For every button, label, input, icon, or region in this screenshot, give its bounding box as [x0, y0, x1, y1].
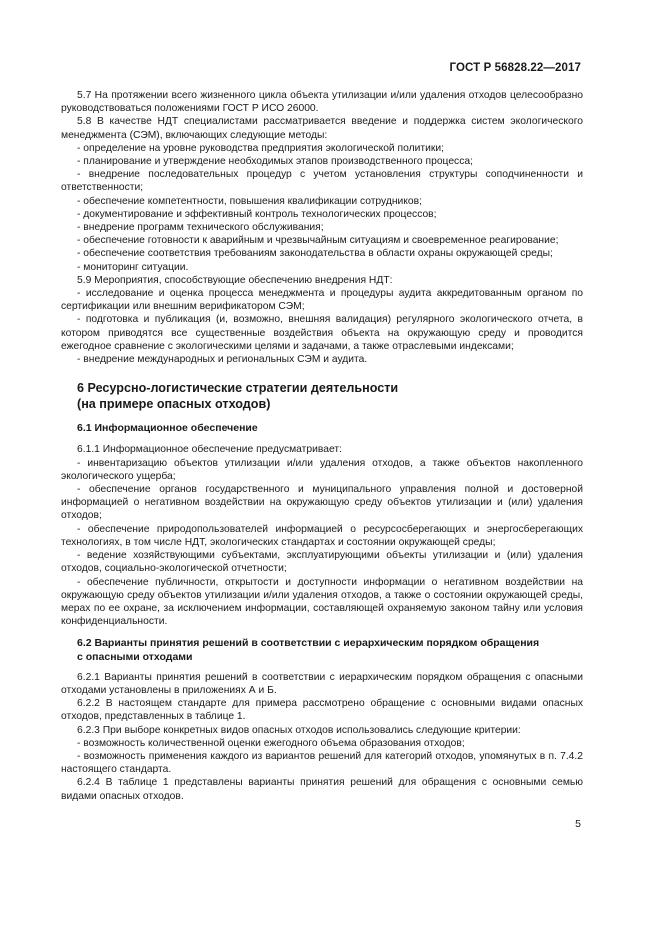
list-item: - обеспечение публичности, открытости и доступности информации о негативном воздействии на окружающую среду объектов утилизации и/или удаления отходов, а также о состоянии окружающей среды, мерах по ее охране, за исключением информации, составляющей охраняемую законом тайну или условия конфиденциальности. [61, 576, 583, 628]
list-item: - обеспечение готовности к аварийным и чрезвычайным ситуациям и своевременное реагирование; [77, 235, 559, 247]
document-code-header: ГОСТ Р 56828.22—2017 [449, 62, 581, 74]
list-item: - возможность применения каждого из вариантов решений для категорий отходов, упомянутых в п. 7.4.2 настоящего стандарта. [61, 750, 583, 776]
list-item: - обеспечение соответствия требованиям законодательства в области охраны окружающей среды; [77, 248, 553, 260]
paragraph-5-9: 5.9 Мероприятия, способствующие обеспечению внедрения НДТ: [77, 274, 393, 286]
list-item: - инвентаризацию объектов утилизации и/или удаления отходов, а также объектов накопленного экологического ущерба; [61, 457, 583, 482]
section-6-heading [77, 380, 583, 412]
list-item: - подготовка и публикация (и, возможно, внешняя валидация) регулярного экологического отчета, в котором приводятся все существенные воздействия объекта на окружающую среду и проводится ежегодное сравнение с экологическими целями и задачами, а также отраслевыми индексами; [61, 314, 583, 352]
list-item: - обеспечение природопользователей информацией о ресурсосберегающих и энергосберегающих технологиях, в том числе НДТ, экологических стандартах и состоянии окружающей среды; [61, 523, 583, 548]
paragraph-6-2-4: 6.2.4 В таблице 1 представлены варианты принятия решений для обращения с основными семью видами опасных отходов. [61, 777, 583, 802]
list-item: - определение на уровне руководства предприятия экологической политики; [77, 142, 444, 154]
list-item: - мониторинг ситуации. [77, 261, 189, 273]
list-item: - обеспечение компетентности, повышения квалификации сотрудников; [77, 195, 422, 207]
paragraph-5-8: 5.8 В качестве НДТ специалистами рассматривается введение и поддержка систем экологического менеджмента (СЭМ), включающих следующие методы: [61, 116, 583, 141]
section-6-2-title-line2: с опасными отходами [77, 650, 193, 663]
paragraph-6-2-2: 6.2.2 В настоящем стандарте для примера рассмотрено обращение с основными видами опасных отходов, представленных в таблице 1. [61, 698, 583, 723]
section-6-2-heading [61, 637, 583, 663]
list-item: - планирование и утверждение необходимых этапов производственного процесса; [77, 156, 473, 168]
list-item: - обеспечение органов государственного и муниципального управления полной и достоверной информацией о негативном воздействии на окружающую среду объектов утилизации и (или) удаления отходов; [61, 484, 583, 522]
section-6-1-heading: 6.1 Информационное обеспечение [77, 422, 258, 435]
list-item: - исследование и оценка процесса менеджмента и процедуры аудита аккредитованным органом по сертификации или внешним верификатором СЭМ; [61, 288, 583, 313]
list-item: - внедрение последовательных процедур с учетом установления структуры соподчиненности и ответственности; [61, 169, 583, 194]
page-number: 5 [575, 818, 581, 830]
document-body [61, 89, 583, 803]
paragraph-5-7: 5.7 На протяжении всего жизненного цикла объекта утилизации и/или удаления отходов целесообразно руководствоваться положениями ГОСТ Р ИСО 26000. [61, 90, 583, 115]
section-6-2-title-line1: 6.2 Варианты принятия решений в соответствии с иерархическим порядком обращения [77, 637, 540, 650]
paragraph-6-1-1: 6.1.1 Информационное обеспечение предусматривает: [77, 444, 342, 456]
paragraph-6-2-3: 6.2.3 При выборе конкретных видов опасных отходов использовались следующие критерии: [77, 724, 521, 736]
list-item: - ведение хозяйствующими субъектами, эксплуатирующими объекты утилизации и (или) удаления отходов, социально-экологической отчетности; [61, 550, 583, 575]
list-item: - внедрение международных и региональных СЭМ и аудита. [77, 354, 368, 366]
section-6-title-line2: (на примере опасных отходов) [77, 397, 271, 412]
section-6-title-line1: 6 Ресурсно-логистические стратегии деятельности [77, 381, 399, 396]
list-item: - документирование и эффективный контроль технологических процессов; [77, 208, 437, 220]
list-item: - внедрение программ технического обслуживания; [77, 222, 324, 234]
list-item: - возможность количественной оценки ежегодного объема образования отходов; [77, 737, 465, 749]
paragraph-6-2-1: 6.2.1 Варианты принятия решений в соответствии с иерархическим порядком обращения с опасными отходами установлены в приложениях А и Б. [61, 671, 583, 696]
